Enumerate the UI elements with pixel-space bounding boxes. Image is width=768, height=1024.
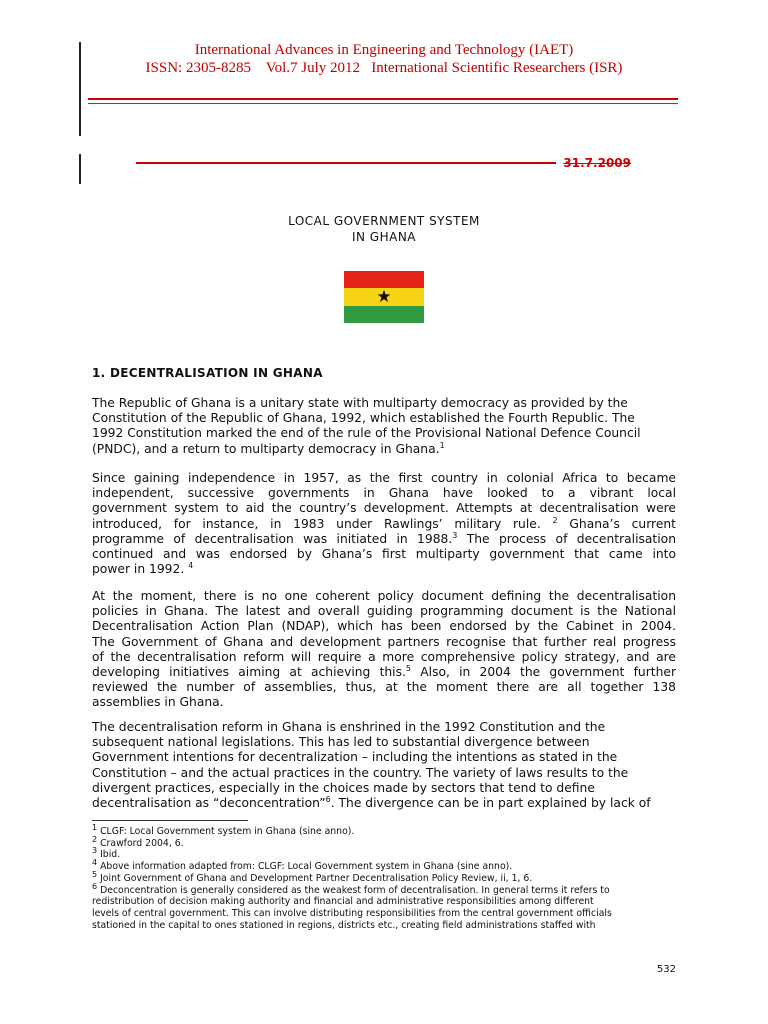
text-line: The Republic of Ghana is a unitary state with multiparty democracy as provided by the bbox=[92, 396, 628, 410]
date-rule bbox=[136, 162, 556, 164]
text-line: reviewed the number of assemblies, thus, at the moment there are all together 138 bbox=[92, 680, 676, 695]
margin-bar-mid bbox=[79, 154, 81, 184]
text-line: Constitution – and the actual practices in the country. The variety of laws results to the bbox=[92, 765, 629, 780]
document-date: 31.7.2009 bbox=[563, 156, 631, 170]
text-line: assemblies in Ghana. bbox=[92, 695, 224, 710]
footnote-separator bbox=[92, 820, 248, 821]
text-line: introduced, for instance, in 1983 under Rawlings’ military rule. $^2$ Ghana’s current bbox=[92, 515, 676, 531]
footnote-ref[interactable]: 5 bbox=[405, 663, 412, 673]
footnote-item: $^4$ Above information adapted from: CLGF: Local Government system in Ghana (sine anno). bbox=[92, 858, 513, 873]
text-line: The Government of Ghana and development partners recognise that further real progress bbox=[92, 634, 676, 649]
text-line: developing initiatives aiming at achieving this.$^5$ Also, in 2004 the government further bbox=[92, 663, 677, 680]
footnote-item: $^6$ Deconcentration is generally considered as the weakest form of decentralisation. In general terms it refers to bbox=[92, 881, 610, 896]
journal-header-line2: ISSN: 2305-8285 Vol.7 July 2012 International Scientific Researchers (ISR) bbox=[145, 60, 623, 76]
paragraph-4 bbox=[92, 720, 676, 811]
text-line: continued and was endorsed by Ghana’s first multiparty government that came into bbox=[92, 547, 676, 562]
footnote-item: $^2$ Crawford 2004, 6. bbox=[92, 834, 184, 849]
footnote-continuation: redistribution of decision making authority and financial and administrative responsibilities among different bbox=[92, 896, 594, 908]
paragraph-3 bbox=[92, 589, 676, 711]
footnote-item: $^1$ CLGF: Local Government system in Ghana (sine anno). bbox=[92, 822, 355, 837]
text-line: 1992 Constitution marked the end of the rule of the Provisional National Defence Council bbox=[92, 426, 641, 441]
footnote-continuation: stationed in the capital to ones stationed in regions, districts etc., creating field administrations staffed with bbox=[92, 919, 596, 931]
text-line: subsequent national legislations. This has led to substantial divergence between bbox=[92, 735, 590, 750]
footnote-item: $^5$ Joint Government of Ghana and Development Partner Decentralisation Policy Review, ii, 1, 6. bbox=[92, 869, 533, 884]
document-title-line2: IN GHANA bbox=[351, 230, 417, 244]
text-line: Constitution of the Republic of Ghana, 1992, which established the Fourth Republic. The bbox=[92, 411, 635, 426]
footnote-ref[interactable]: 2 bbox=[552, 515, 558, 525]
ghana-flag bbox=[344, 271, 424, 323]
footnote-ref[interactable]: 4 bbox=[188, 561, 194, 571]
header-rule-red bbox=[88, 98, 678, 100]
footnote-ref[interactable]: 6 bbox=[325, 794, 331, 804]
text-line: At the moment, there is no one coherent policy document defining the decentralisation bbox=[92, 589, 676, 603]
text-line: government system to aid the country’s development. Attempts at decentralisation were bbox=[92, 501, 676, 516]
text-line: programme of decentralisation was initiated in 1988.$^3$ The process of decentralisation bbox=[92, 530, 676, 546]
text-line: of the decentralisation reform will require a more comprehensive policy strategy, and are bbox=[92, 649, 676, 664]
text-line: (PNDC), and a return to multiparty democracy in Ghana.$^1$ bbox=[92, 440, 445, 456]
text-line: Since gaining independence in 1957, as the first country in colonial Africa to became bbox=[92, 471, 676, 485]
text-line: The decentralisation reform in Ghana is enshrined in the 1992 Constitution and the bbox=[92, 720, 606, 734]
footnotes bbox=[92, 822, 676, 931]
text-line: power in 1992. $^4$ bbox=[92, 561, 194, 577]
document-title-line1: LOCAL GOVERNMENT SYSTEM bbox=[288, 214, 480, 228]
journal-header-line1: International Advances in Engineering and Technology (IAET) bbox=[194, 42, 574, 58]
paragraph-2 bbox=[92, 471, 676, 577]
header-rule-dark bbox=[88, 103, 678, 104]
footnote-ref[interactable]: 3 bbox=[452, 530, 458, 540]
text-line: policies in Ghana. The latest and overall guiding programming document is the National bbox=[92, 604, 676, 619]
paragraph-1 bbox=[92, 396, 676, 457]
footnote-ref[interactable]: 1 bbox=[439, 440, 445, 450]
text-line: independent, successive governments in Ghana have looked to a vibrant local bbox=[92, 486, 676, 501]
text-line: decentralisation as “deconcentration”$^6$. The divergence can be in part explained by lack of bbox=[92, 794, 651, 811]
footnote-continuation: levels of central government. This can involve distributing responsibilities from the central government officials bbox=[92, 907, 612, 919]
text-line: divergent practices, especially in the choices made by sectors that tend to define bbox=[92, 780, 595, 795]
black-star-icon: ★ bbox=[376, 287, 392, 307]
flag-band-green bbox=[344, 306, 424, 323]
section-heading: 1. DECENTRALISATION IN GHANA bbox=[92, 366, 323, 380]
text-line: Government intentions for decentralization – including the intentions as stated in the bbox=[92, 750, 618, 765]
flag-band-red bbox=[344, 271, 424, 288]
footnote-item: $^3$ Ibid. bbox=[92, 846, 121, 861]
text-line: Decentralisation Action Plan (NDAP), which has been endorsed by the Cabinet in 2004. bbox=[92, 619, 676, 634]
page-number: 532 bbox=[656, 964, 676, 975]
